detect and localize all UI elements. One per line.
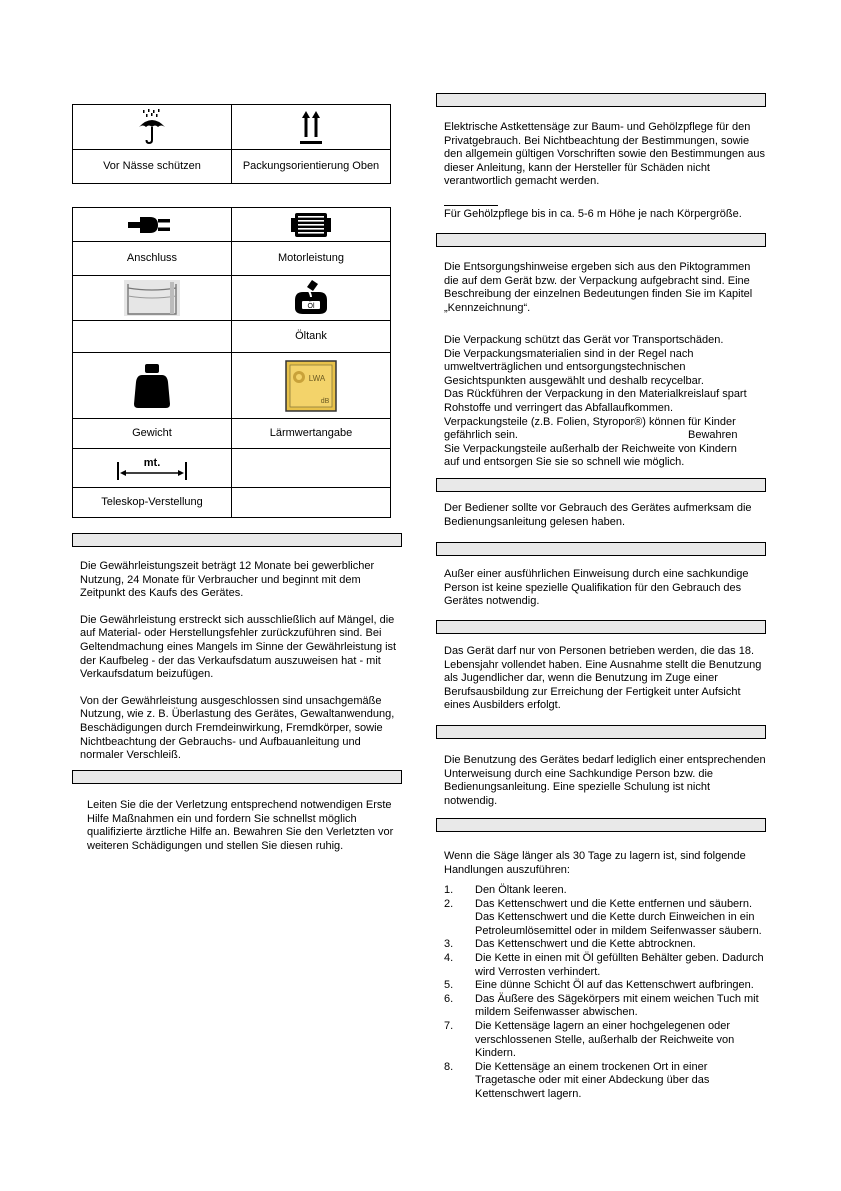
packaging-line: Gesichtspunkten ausgewählt und deshalb recycelbar. xyxy=(444,374,704,387)
minimum-age-section-bar xyxy=(436,620,766,634)
packaging-symbols-table xyxy=(72,104,391,184)
symbol-label: Anschluss xyxy=(73,242,232,276)
packaging-line: Die Verpackung schützt das Gerät vor Transportschäden. xyxy=(444,334,724,346)
noise-level-icon-text: LWA xyxy=(308,373,326,383)
symbol-cell xyxy=(232,105,391,150)
packaging-line: Das Rückführen der Verpackung in den Materialkreislauf spart xyxy=(444,388,747,401)
packaging-danger-left: gefährlich sein. xyxy=(444,429,518,442)
step-number: 4. xyxy=(444,951,454,964)
warranty-text xyxy=(80,560,402,763)
list-item xyxy=(444,1020,766,1061)
qualification-text: Außer einer ausführlichen Einweisung durch eine sachkundige Person ist keine spezielle Qualifikation für den Gebrauch des Gerätes notwendig. xyxy=(444,568,749,608)
step-text: Eine dünne Schicht Öl auf das Kettenschwert aufbringen. xyxy=(475,979,754,992)
list-item xyxy=(444,979,766,993)
telescope-measure-icon xyxy=(114,452,190,484)
container-icon xyxy=(122,278,182,318)
plug-icon xyxy=(128,211,176,239)
warranty-paragraph: Die Gewährleistungszeit beträgt 12 Monate bei gewerblicher Nutzung, 24 Monate für Verbraucher und beginnt mit dem Zeitpunkt des Kaufs des Gerätes. xyxy=(80,560,375,600)
symbol-label xyxy=(73,321,232,353)
warranty-paragraph: Von der Gewährleistung ausgeschlossen sind unsachgemäße Nutzung, wie z. B. Überlastung des Gerätes, Gewaltanwendung, Beschädigungen durch Fremdeinwirkung, Fremdkörper, sowie Nichtbeachtung der Gebrauchs- und Aufbauanleitung und normaler Verschleiß. xyxy=(80,694,395,762)
packaging-line: umweltverträglichen und entsorgungstechnischen xyxy=(444,361,686,374)
packaging-line: Sie Verpackungsteile außerhalb der Reichweite von Kindern xyxy=(444,442,737,455)
minimum-age-text: Das Gerät darf nur von Personen betrieben werden, die das 18. Lebensjahr vollendet haben. Eine Ausnahme stellt die Benutzung als Jugendlicher dar, wenn die Benutzung im Zuge einer Berufsausbildung zur Erreichung der Fertigkeit unter Aufsicht eines Ausbilders erfolgt. xyxy=(444,645,762,712)
symbol-cell xyxy=(73,276,232,321)
list-item xyxy=(444,1061,766,1102)
step-number: 1. xyxy=(444,884,454,896)
packaging-text xyxy=(444,334,766,470)
symbol-cell xyxy=(73,208,232,242)
disposal-intro-text: Die Entsorgungshinweise ergeben sich aus den Piktogrammen die auf dem Gerät bzw. der Verpackung aufgebracht sind. Eine Beschreibung der einzelnen Bedeutungen finden Sie im Kapitel „Kennzeichnung“. xyxy=(444,261,753,314)
symbol-label: Öltank xyxy=(232,321,391,353)
empty-symbol-cell xyxy=(232,449,391,488)
step-text: Das Kettenschwert und die Kette abtrocknen. xyxy=(475,938,696,951)
list-item xyxy=(444,993,766,1020)
intended-use-note: Für Gehölzpflege bis in ca. 5-6 m Höhe je nach Körpergröße. xyxy=(444,208,742,220)
step-number: 5. xyxy=(444,979,454,992)
symbol-cell xyxy=(73,449,232,488)
symbol-cell xyxy=(232,353,391,419)
umbrella-rain-icon xyxy=(137,109,167,145)
user-requirements-text: Der Bediener sollte vor Gebrauch des Gerätes aufmerksam die Bedienungsanleitung gelesen haben. xyxy=(444,502,752,528)
step-number: 6. xyxy=(444,992,454,1005)
packaging-line: auf und entsorgen Sie sie so schnell wie möglich. xyxy=(444,456,685,469)
symbol-label: Packungsorientierung Oben xyxy=(232,150,391,184)
step-text: Das Kettenschwert und die Kette entfernen und säubern. Das Kettenschwert und die Kette durch Einweichen in ein Petroleumlösemittel oder in mildem Seifenwasser säubern. xyxy=(475,897,762,937)
step-text: Die Kettensäge lagern an einer hochgelegenen oder verschlossenen Stelle, außerhalb der Reichweite von Kindern. xyxy=(475,1019,735,1060)
symbol-label xyxy=(232,488,391,518)
oil-tank-icon xyxy=(291,278,331,318)
telescope-measure-icon-text: mt. xyxy=(143,457,161,469)
step-text: Den Öltank leeren. xyxy=(475,884,567,896)
symbol-cell xyxy=(73,353,232,419)
storage-section-bar xyxy=(436,818,766,832)
qualification-section-bar xyxy=(436,542,766,556)
packaging-line: Verpackungsteile (z.B. Folien, Styropor®) können für Kinder xyxy=(444,415,736,428)
warranty-paragraph: Die Gewährleistung erstreckt sich ausschließlich auf Mängel, die auf Material- oder Herstellungsfehler zurückzuführen sind. Bei Geltendmachung eines Mangels im Sinne der Gewährleistung ist der Kaufbeleg - der das Verkaufsdatum auszuweisen hat - mit Verkaufsdatum beizufügen. xyxy=(80,613,397,681)
symbol-cell xyxy=(73,105,232,150)
training-text: Die Benutzung des Gerätes bedarf lediglich einer entsprechenden Unterweisung durch eine Sachkundige Person bzw. die Bedienungsanleitung. Eine spezielle Schulung ist nicht notwendig. xyxy=(444,754,766,807)
first-aid-section-bar xyxy=(72,770,402,784)
storage-steps-list xyxy=(444,884,766,1102)
intended-use-section-bar xyxy=(436,93,766,107)
weight-icon xyxy=(133,362,171,410)
symbol-label: Gewicht xyxy=(73,419,232,449)
disposal-section-bar xyxy=(436,233,766,247)
step-number: 3. xyxy=(444,938,454,951)
list-item xyxy=(444,898,766,939)
step-text: Die Kette in einen mit Öl gefüllten Behälter geben. Dadurch wird Verrosten verhindert. xyxy=(475,951,764,978)
training-section-bar xyxy=(436,725,766,739)
symbol-label: Motorleistung xyxy=(232,242,391,276)
step-number: 7. xyxy=(444,1019,454,1032)
device-symbols-table xyxy=(72,207,391,518)
packaging-line: Rohstoffe und verringert das Abfallaufkommen. xyxy=(444,401,674,414)
storage-intro-text: Wenn die Säge länger als 30 Tage zu lagern ist, sind folgende Handlungen auszuführen: xyxy=(444,850,746,876)
symbol-cell xyxy=(232,276,391,321)
symbol-label: Teleskop-Verstellung xyxy=(73,488,232,518)
this-way-up-icon xyxy=(298,109,324,145)
oil-tank-icon-text: Öl xyxy=(307,303,315,310)
list-item xyxy=(444,952,766,979)
step-number: 8. xyxy=(444,1060,454,1073)
step-text: Die Kettensäge an einem trockenen Ort in einer Tragetasche oder mit einer Abdeckung über das Kettenschwert lagern. xyxy=(475,1060,710,1100)
note-underline xyxy=(444,205,498,206)
noise-level-icon xyxy=(285,360,337,412)
first-aid-text: Leiten Sie die der Verletzung entsprechend notwendigen Erste Hilfe Maßnahmen ein und fordern Sie schnellst möglich qualifizierte ärztliche Hilfe an. Bewahren Sie den Verletzten vor weiteren Schädigungen und stellen Sie diesen ruhig. xyxy=(87,799,394,852)
symbol-label: Vor Nässe schützen xyxy=(73,150,232,184)
packaging-line: Die Verpackungsmaterialien sind in der Regel nach xyxy=(444,347,694,360)
step-text: Das Äußere des Sägekörpers mit einem weichen Tuch mit mildem Seifenwasser abwischen. xyxy=(475,992,759,1019)
packaging-danger-right: Bewahren xyxy=(688,429,738,442)
user-requirements-section-bar xyxy=(436,478,766,492)
list-item xyxy=(444,938,766,952)
symbol-label: Lärmwertangabe xyxy=(232,419,391,449)
motor-icon xyxy=(291,211,331,239)
symbol-cell xyxy=(232,208,391,242)
step-number: 2. xyxy=(444,897,454,910)
noise-level-icon-unit: dB xyxy=(320,397,330,405)
intended-use-text: Elektrische Astkettensäge zur Baum- und Gehölzpflege für den Privatgebrauch. Bei Nichtbeachtung der Bestimmungen, sowie den allgemein gültigen Vorschriften sowie den Bestimmungen aus dieser Anleitung, kann der Hersteller für Schäden nicht verantwortlich gemacht werden. xyxy=(444,121,766,188)
warranty-section-bar xyxy=(72,533,402,547)
list-item xyxy=(444,884,766,898)
packaging-danger-line xyxy=(444,429,766,443)
